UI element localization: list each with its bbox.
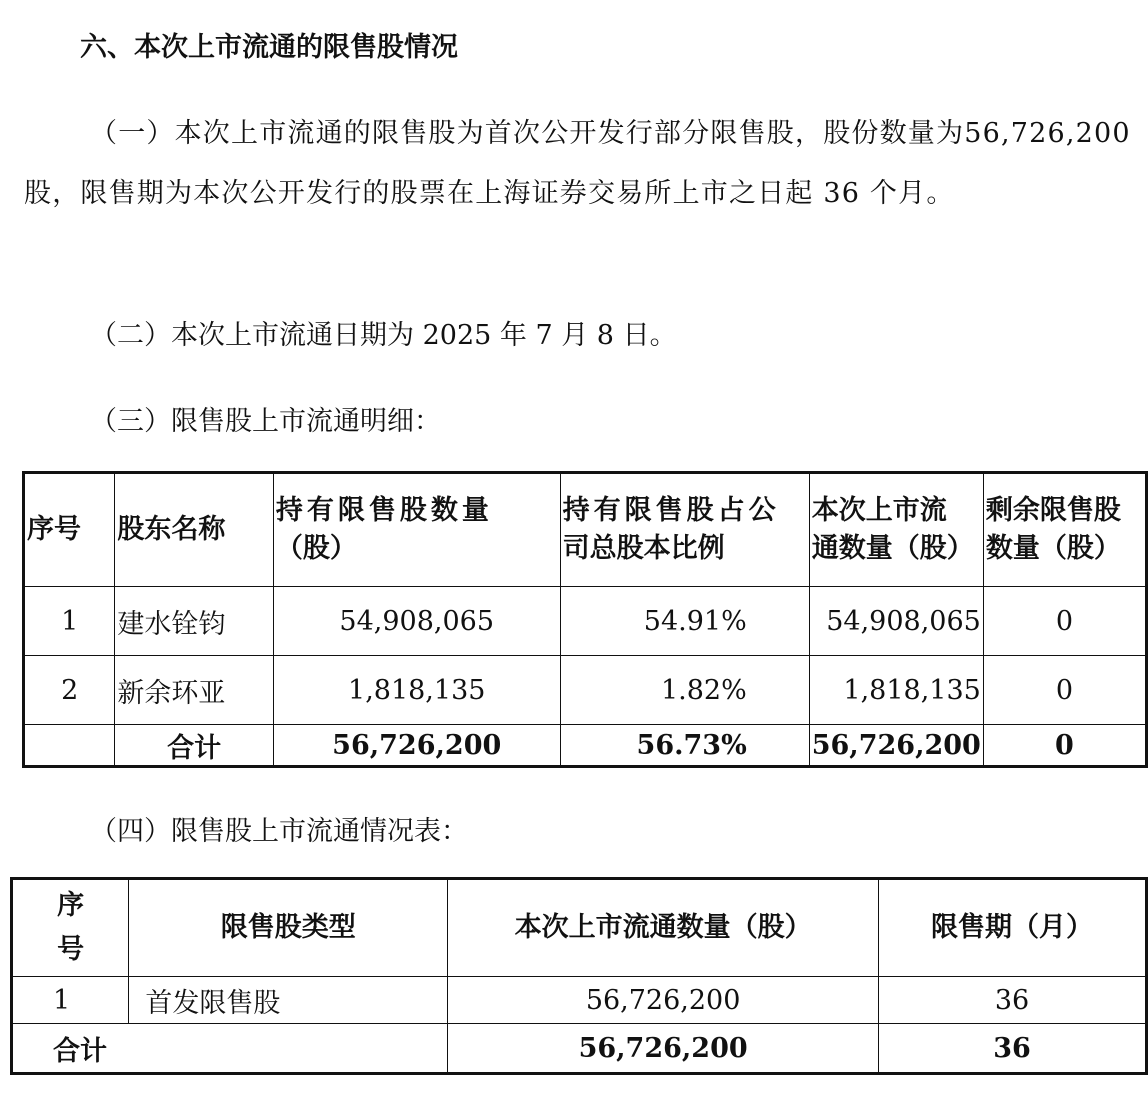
- table-total-row: [24, 725, 1147, 767]
- header-index: [12, 879, 129, 977]
- cell-remain: 0: [983, 656, 1146, 725]
- table-total-row: [12, 1024, 1147, 1074]
- header-ratio-line1: 持有限售股占公: [562, 495, 780, 526]
- table-row: [24, 587, 1147, 656]
- header-ratio: [560, 473, 809, 587]
- cell-held: 54,908,065: [273, 587, 560, 656]
- header-share-type: 限售股类型: [129, 879, 448, 977]
- table-header-row: [12, 879, 1147, 977]
- header-remain-line1: 剩余限售股: [985, 495, 1121, 526]
- header-index: 序号: [24, 473, 115, 587]
- header-ratio-line2: 司总股本比例: [562, 533, 725, 564]
- header-index-line1: 序: [57, 890, 85, 921]
- cell-index: 2: [24, 656, 115, 725]
- header-held-line2: （股）: [275, 533, 357, 564]
- cell-total-label: 合计: [12, 1024, 448, 1074]
- header-remaining-shares: [983, 473, 1146, 587]
- table-row: [12, 977, 1147, 1024]
- section-heading: 六、本次上市流通的限售股情况: [80, 32, 458, 63]
- paragraph-shares-info: （一）本次上市流通的限售股为首次公开发行部分限售股，股份数量为56,726,200 股，限售期为本次公开发行的股票在上海证券交易所上市之日起 36 个月。: [24, 118, 1131, 209]
- header-holder-name: 股东名称: [115, 473, 274, 587]
- cell-index: 1: [12, 977, 129, 1024]
- cell-listed: 54,908,065: [809, 587, 983, 656]
- cell-index: 1: [24, 587, 115, 656]
- restricted-shares-detail-table: [22, 471, 1148, 768]
- cell-total-listed: 56,726,200: [448, 1024, 879, 1074]
- cell-held: 1,818,135: [273, 656, 560, 725]
- cell-holder: 建水铨钧: [115, 587, 274, 656]
- header-listed-shares: 本次上市流通数量（股）: [448, 879, 879, 977]
- paragraph-summary-title: （四）限售股上市流通情况表：: [90, 816, 468, 847]
- header-index-line2: 号: [57, 934, 85, 965]
- header-listed-shares: [809, 473, 983, 587]
- cell-empty: [24, 725, 115, 767]
- header-listed-line1: 本次上市流: [811, 495, 947, 526]
- paragraph-listing-date: （二）本次上市流通日期为 2025 年 7 月 8 日。: [90, 320, 677, 351]
- cell-total-held: 56,726,200: [273, 725, 560, 767]
- cell-total-remain: 0: [983, 725, 1146, 767]
- cell-total-label: 合计: [115, 725, 274, 767]
- cell-listed: 1,818,135: [809, 656, 983, 725]
- cell-ratio: 54.91%: [560, 587, 809, 656]
- restricted-shares-summary-table: [10, 877, 1148, 1075]
- cell-listed: 56,726,200: [448, 977, 879, 1024]
- header-held-line1: 持有限售股数量: [275, 495, 493, 526]
- header-lock-period: 限售期（月）: [879, 879, 1147, 977]
- cell-total-period: 36: [879, 1024, 1147, 1074]
- cell-ratio: 1.82%: [560, 656, 809, 725]
- paragraph-detail-title: （三）限售股上市流通明细：: [90, 406, 441, 437]
- cell-remain: 0: [983, 587, 1146, 656]
- cell-share-type: 首发限售股: [129, 977, 448, 1024]
- table-row: [24, 656, 1147, 725]
- header-listed-line2: 通数量（股）: [811, 533, 974, 564]
- header-held-shares: [273, 473, 560, 587]
- table-header-row: [24, 473, 1147, 587]
- header-remain-line2: 数量（股）: [985, 533, 1121, 564]
- cell-total-ratio: 56.73%: [560, 725, 809, 767]
- cell-total-listed: 56,726,200: [809, 725, 983, 767]
- cell-period: 36: [879, 977, 1147, 1024]
- cell-holder: 新余环亚: [115, 656, 274, 725]
